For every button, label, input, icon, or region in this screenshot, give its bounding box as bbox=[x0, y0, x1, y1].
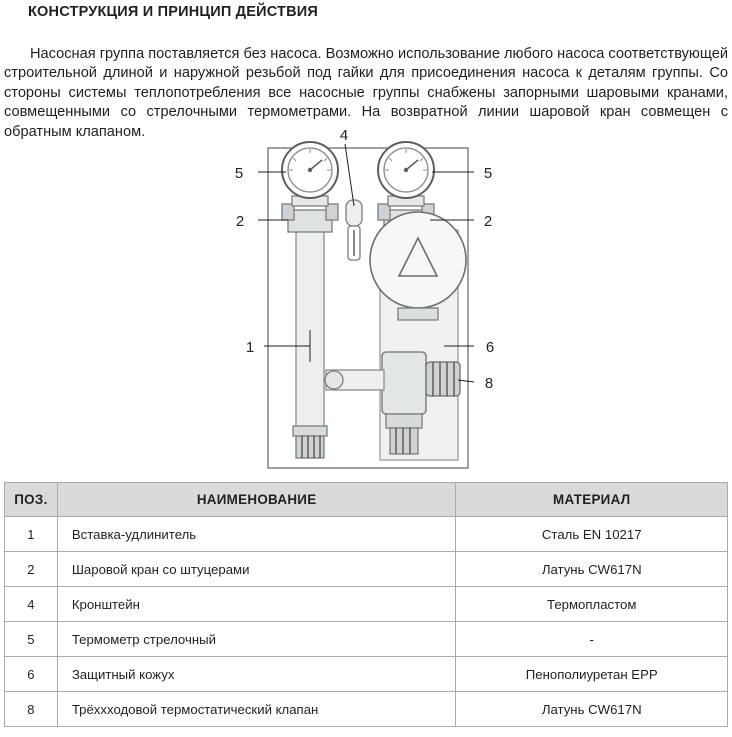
cell-pos: 1 bbox=[5, 517, 58, 552]
cell-material: Латунь CW617N bbox=[456, 692, 728, 727]
intro-paragraph: Насосная группа поставляется без насоса. Возможно использование любого насоса соответствующей строительной длиной и наружной резьбой под гайки для присоединения насоса к деталям группы. Со стороны системы теплопотребления все насосные группы снабжены запорными шаровыми кранами, совмещенными со стрелочными термометрами. На возвратной линии шаровой кран совмещен с обратным клапаном. bbox=[4, 45, 728, 140]
cell-pos: 8 bbox=[5, 692, 58, 727]
cell-pos: 2 bbox=[5, 552, 58, 587]
figure-callout-1: 1 bbox=[245, 339, 255, 356]
table-row bbox=[5, 517, 728, 552]
cell-name: Шаровой кран со штуцерами bbox=[57, 552, 456, 587]
figure-callout-5-left: 5 bbox=[234, 165, 244, 182]
cell-material: Термопластом bbox=[456, 587, 728, 622]
cell-material: Сталь EN 10217 bbox=[456, 517, 728, 552]
figure-callout-2-left: 2 bbox=[235, 213, 245, 230]
cell-name: Кронштейн bbox=[57, 587, 456, 622]
pump-group-figure bbox=[0, 130, 732, 470]
cell-pos: 4 bbox=[5, 587, 58, 622]
figure-callout-5-right: 5 bbox=[483, 165, 493, 182]
table-row bbox=[5, 552, 728, 587]
table-row bbox=[5, 622, 728, 657]
figure-callout-4: 4 bbox=[339, 130, 349, 144]
cell-name: Термометр стрелочный bbox=[57, 622, 456, 657]
table-header-name: НАИМЕНОВАНИЕ bbox=[57, 483, 456, 517]
table-header-row bbox=[5, 483, 728, 517]
cell-name: Трёххходовой термостатический клапан bbox=[57, 692, 456, 727]
figure-callout-6: 6 bbox=[485, 339, 495, 356]
cell-name: Вставка-удлинитель bbox=[57, 517, 456, 552]
table-header-material: МАТЕРИАЛ bbox=[456, 483, 728, 517]
table-row bbox=[5, 657, 728, 692]
cell-material: - bbox=[456, 622, 728, 657]
cell-material: Латунь CW617N bbox=[456, 552, 728, 587]
cell-name: Защитный кожух bbox=[57, 657, 456, 692]
cell-material: Пенополиуретан EPP bbox=[456, 657, 728, 692]
table-row bbox=[5, 587, 728, 622]
cell-pos: 5 bbox=[5, 622, 58, 657]
parts-table bbox=[4, 482, 728, 727]
page-title: КОНСТРУКЦИЯ И ПРИНЦИП ДЕЙСТВИЯ bbox=[28, 4, 318, 20]
figure-callout-2-right: 2 bbox=[483, 213, 493, 230]
table-header-pos: ПОЗ. bbox=[5, 483, 58, 517]
figure-callout-8: 8 bbox=[484, 375, 494, 392]
table-row bbox=[5, 692, 728, 727]
cell-pos: 6 bbox=[5, 657, 58, 692]
